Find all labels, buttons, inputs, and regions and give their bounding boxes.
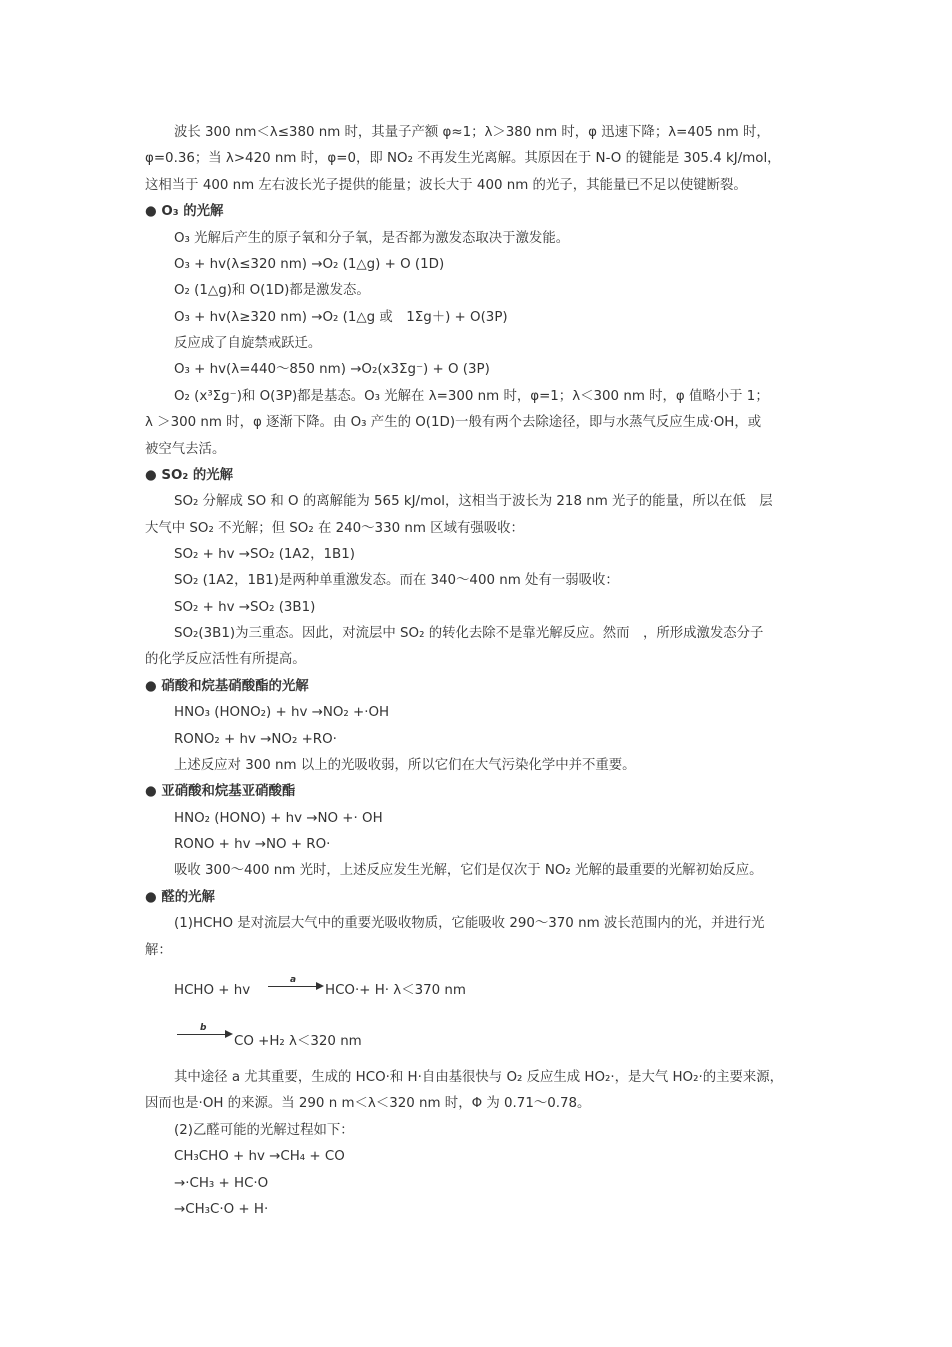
- equation-line: O₃ + hv(λ=440～850 nm) →O₂(x3Σg⁻) + O (3P): [174, 362, 490, 377]
- equation-line: HNO₃ (HONO₂) + hv →NO₂ +·OH: [174, 705, 390, 720]
- text-line: λ ＞300 nm 时，φ 逐渐下降。由 O₃ 产生的 O(1D)一般有两个去除途径，即与水蒸气反应生成·OH，或: [145, 415, 762, 430]
- text-line: 解：: [145, 943, 172, 958]
- text-line: 反应成了自旋禁戒跃迁。: [174, 336, 322, 351]
- equation-line: O₃ + hv(λ≥320 nm) →O₂ (1△g 或 1Σg＋) + O(3P): [174, 310, 508, 325]
- text-line: O₃ 光解后产生的原子氧和分子氧，是否都为激发态取决于激发能。: [174, 231, 570, 246]
- text-line: 其中途径 a 尤其重要，生成的 HCO·和 H·自由基很快与 O₂ 反应生成 HO₂·，是大气 HO₂·的主要来源，: [174, 1070, 784, 1085]
- text-line: 吸收 300～400 nm 光时，上述反应发生光解，它们是仅次于 NO₂ 光解的最重要的光解初始反应。: [174, 863, 763, 878]
- arrow-label-b: b: [200, 1023, 207, 1033]
- text-line: O₂ (x³Σg⁻)和 O(3P)都是基态。O₃ 光解在 λ=300 nm 时，φ=1；λ＜300 nm 时，φ 值略小于 1；: [174, 389, 769, 404]
- text-line: 因而也是·OH 的来源。当 290 n m＜λ＜320 nm 时，Φ 为 0.71～0.78。: [145, 1096, 591, 1111]
- equation-product-b: CO +H₂ λ＜320 nm: [234, 1034, 362, 1049]
- text-line: 上述反应对 300 nm 以上的光吸收弱，所以它们在大气污染化学中并不重要。: [174, 758, 636, 773]
- equation-line: RONO + hv →NO + RO·: [174, 837, 331, 852]
- equation-line: →·CH₃ + HC·O: [174, 1176, 269, 1191]
- arrow-head-icon: [225, 1030, 233, 1038]
- text-line: SO₂ (1A2，1B1)是两种单重激发态。而在 340～400 nm 处有一弱吸收：: [174, 573, 619, 588]
- text-line: (1)HCHO 是对流层大气中的重要光吸收物质，它能吸收 290～370 nm 波长范围内的光，并进行光: [174, 916, 765, 931]
- equation-product-a: HCO·+ H· λ＜370 nm: [325, 983, 466, 998]
- arrow-head-icon: [316, 982, 324, 990]
- text-line: 大气中 SO₂ 不光解；但 SO₂ 在 240～330 nm 区域有强吸收：: [145, 521, 524, 536]
- reaction-arrow-a: [268, 986, 318, 987]
- arrow-label-a: a: [290, 975, 297, 985]
- equation-reactant: HCHO + hv: [174, 983, 251, 998]
- text-line: 这相当于 400 nm 左右波长光子提供的能量；波长大于 400 nm 的光子，其能量已不足以使键断裂。: [145, 178, 747, 193]
- equation-line: HNO₂ (HONO) + hv →NO +· OH: [174, 811, 383, 826]
- section-heading-aldehyde: ● 醛的光解: [145, 890, 215, 905]
- text-line: (2)乙醛可能的光解过程如下：: [174, 1123, 354, 1138]
- text-line: φ=0.36；当 λ>420 nm 时，φ=0，即 NO₂ 不再发生光离解。其原因在于 N-O 的键能是 305.4 kJ/mol，: [145, 151, 781, 166]
- equation-line: →CH₃C·O + H·: [174, 1202, 269, 1217]
- text-line: SO₂ 分解成 SO 和 O 的离解能为 565 kJ/mol，这相当于波长为 218 nm 光子的能量，所以在低 层: [174, 494, 773, 509]
- reaction-arrow-b: [177, 1034, 227, 1035]
- equation-line: CH₃CHO + hv →CH₄ + CO: [174, 1149, 345, 1164]
- section-heading-nitrous-acid: ● 亚硝酸和烷基亚硝酸酯: [145, 784, 296, 799]
- equation-line: SO₂ + hv →SO₂ (1A2，1B1): [174, 547, 355, 562]
- text-line: SO₂(3B1)为三重态。因此，对流层中 SO₂ 的转化去除不是靠光解反应。然而 ，所形成激发态分子: [174, 626, 764, 641]
- text-line: 波长 300 nm＜λ≤380 nm 时，其量子产额 φ≈1；λ＞380 nm 时，φ 迅速下降；λ=405 nm 时，: [174, 125, 770, 140]
- equation-line: RONO₂ + hv →NO₂ +RO·: [174, 732, 337, 747]
- section-heading-o3: ● O₃ 的光解: [145, 204, 224, 219]
- equation-line: O₃ + hv(λ≤320 nm) →O₂ (1△g) + O (1D): [174, 257, 445, 272]
- equation-line: SO₂ + hv →SO₂ (3B1): [174, 600, 316, 615]
- text-line: 被空气去活。: [145, 442, 226, 457]
- text-line: O₂ (1△g)和 O(1D)都是激发态。: [174, 283, 370, 298]
- text-line: 的化学反应活性有所提高。: [145, 652, 306, 667]
- section-heading-so2: ● SO₂ 的光解: [145, 468, 234, 483]
- section-heading-nitric-acid: ● 硝酸和烷基硝酸酯的光解: [145, 679, 309, 694]
